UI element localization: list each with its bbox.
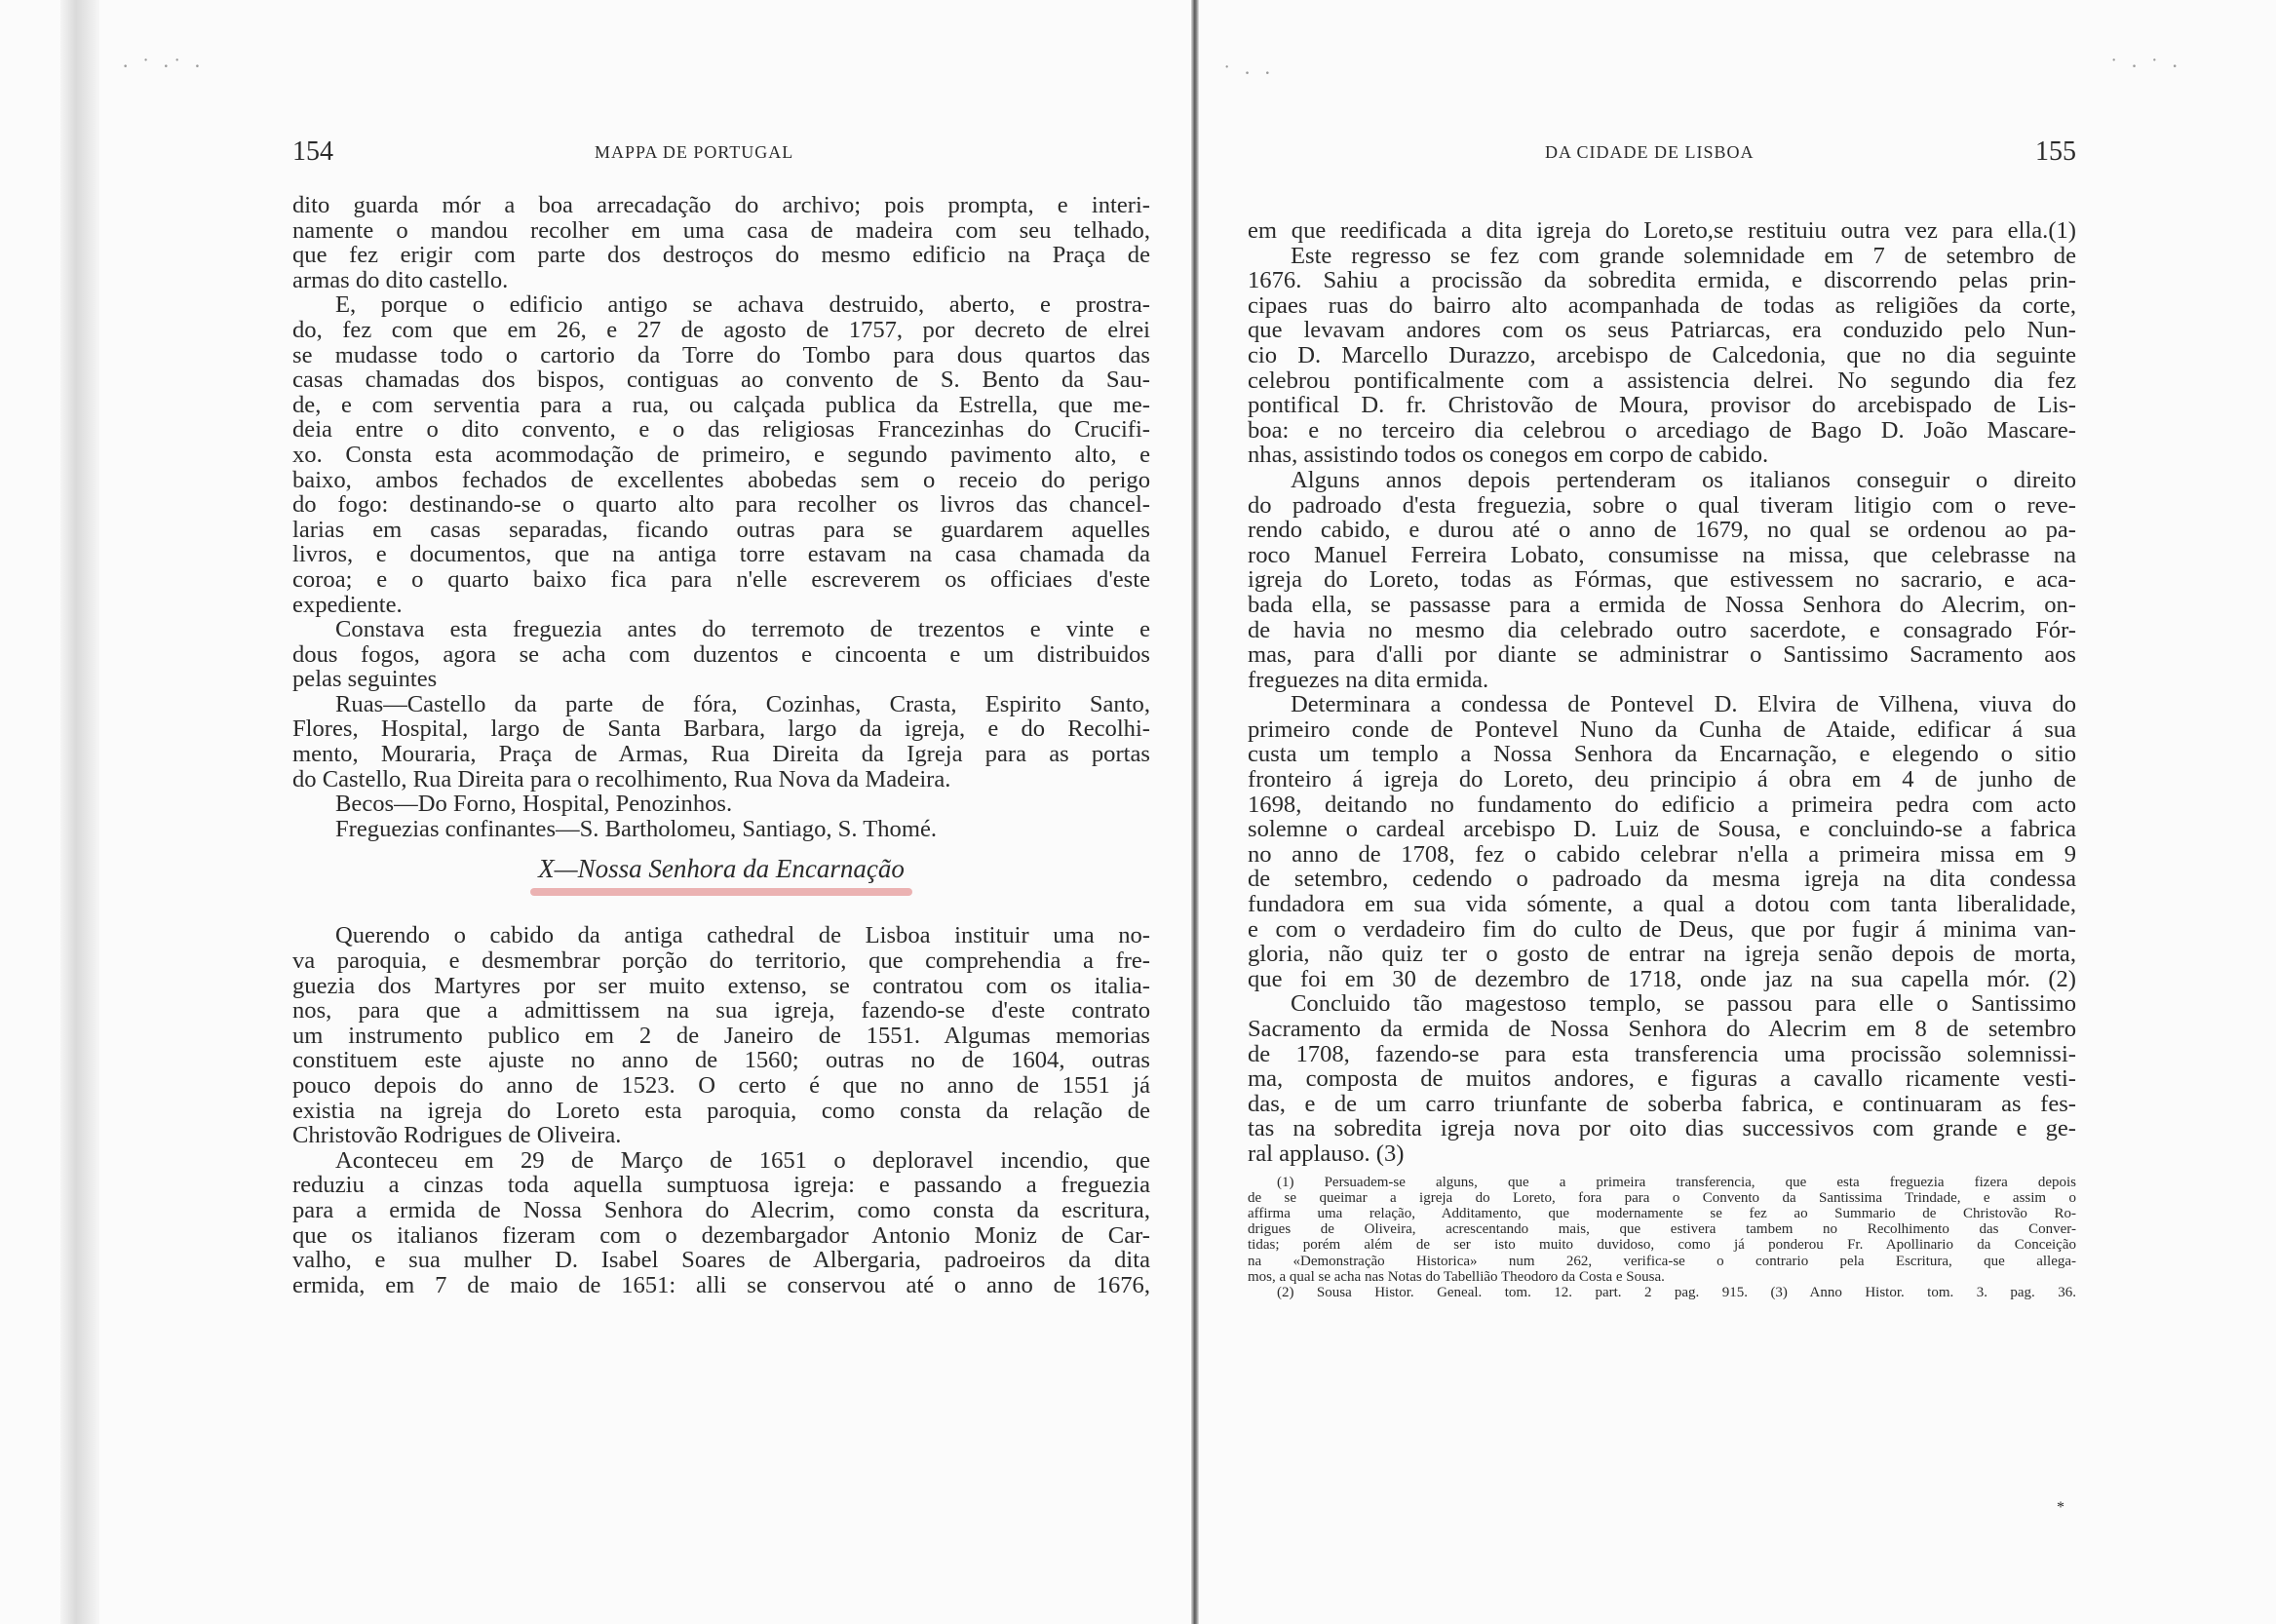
text-line: um instrumento publico em 2 de Janeiro de 1551. Algumas memorias xyxy=(292,1022,1150,1049)
text-line: Sacramento da ermida de Nossa Senhora do Alecrim em 8 de setembro xyxy=(1248,1016,2076,1042)
text-line: gloria, não quiz ter o gosto de entrar na igreja senão depois de morta, xyxy=(1248,941,2076,968)
text-line: 1698, deitando no fundamento do edificio a primeira pedra com acto xyxy=(1248,791,2076,818)
text-line: Becos—Do Forno, Hospital, Penozinhos. xyxy=(335,791,733,818)
text-line: livros, e documentos, que na antiga torre estavam na casa chamada da xyxy=(292,541,1150,568)
text-line: rendo cabido, e durou até o anno de 1679, no qual se ordenou ao pa- xyxy=(1248,517,2076,544)
text-line: ral applauso. (3) xyxy=(1248,1140,1405,1167)
text-line: Aconteceu em 29 de Março de 1651 o deploravel incendio, que xyxy=(335,1146,1150,1174)
text-line: nos, para que a admittissem na sua igreja, fazendo-se d'este contrato xyxy=(292,997,1150,1025)
text-line: freguezes na dita ermida. xyxy=(1248,666,1489,693)
text-line: fronteiro á igreja do Loreto, deu principio á obra em 4 de junho de xyxy=(1248,766,2076,793)
text-line: do, fez com que em 26, e 27 de agosto de 1757, por decreto de elrei xyxy=(292,316,1150,343)
text-line: que levavam andores com os seus Patriarcas, era conduzido pelo Nun- xyxy=(1248,317,2076,344)
text-line: igreja do Loreto, todas as Fórmas, que estivessem no sacrario, e aca- xyxy=(1248,566,2076,594)
text-line: de, e com serventia para a rua, ou calçada publica da Estrella, que me- xyxy=(292,391,1150,418)
text-line: larias em casas separadas, ficando outras para se guardarem aquelles xyxy=(292,516,1150,543)
page-number: 155 xyxy=(2035,136,2076,167)
text-line: Este regresso se fez com grande solemnidade em 7 de setembro de xyxy=(1291,242,2076,269)
text-line: Flores, Hospital, largo de Santa Barbara, largo da igreja, e do Recolhi- xyxy=(292,715,1150,743)
footnote-line: (1) Persuadem-se alguns, que a primeira transferencia, que esta freguezia fizera depois xyxy=(1277,1174,2076,1190)
text-line: de 1708, fazendo-se para esta transferencia uma procissão solemnissi- xyxy=(1248,1040,2076,1067)
text-line: que foi em 30 de dezembro de 1718, onde jaz na sua capella mór. (2) xyxy=(1248,965,2076,992)
left-page-text xyxy=(292,193,1150,1297)
text-line: pontifical D. fr. Christovão de Moura, provisor do arcebispado de Lis- xyxy=(1248,392,2076,419)
section-heading-block xyxy=(292,841,1150,909)
page-number: 154 xyxy=(292,136,333,167)
text-line: reduziu a cinzas toda aquella sumptuosa igreja: e passando a freguezia xyxy=(292,1172,1150,1199)
text-line: nhas, assistindo todos os conegos em corpo de cabido. xyxy=(1248,442,1769,469)
text-line: valho, e sua mulher D. Isabel Soares de Albergaria, padroeiros da dita xyxy=(292,1247,1150,1274)
text-line: pouco depois do anno de 1523. O certo é que no anno de 1551 já xyxy=(292,1072,1150,1099)
footnotes xyxy=(1248,1175,2076,1301)
text-line: ma, composta de muitos andores, e figuras a cavallo ricamente vesti- xyxy=(1248,1065,2076,1093)
section-title xyxy=(292,854,1150,884)
text-line: deia entre o dito convento, e o das religiosas Francezinhas do Crucifi- xyxy=(292,416,1150,444)
footnote-line: affirma uma relação, Additamento, que modernamente se fez ao Summario de Christovão Ro- xyxy=(1248,1205,2076,1221)
text-line: constituem este ajuste no anno de 1560; outras no de 1604, outras xyxy=(292,1047,1150,1074)
text-line: mas, para d'alli por diante se administrar o Santissimo Sacramento aos xyxy=(1248,641,2076,669)
text-line: das, e de um carro triunfante de soberba fabrica, e continuaram as fes- xyxy=(1248,1090,2076,1117)
text-line: casas chamadas dos bispos, contiguas ao convento de S. Bento da Sau- xyxy=(292,367,1150,394)
paper-speck: · ˙ ·˙ · xyxy=(122,54,206,78)
section-title-text: X—Nossa Senhora da Encarnação xyxy=(538,854,905,884)
text-line: namente o mandou recolher em uma casa de madeira com seu telhado, xyxy=(292,216,1150,244)
text-line: Determinara a condessa de Pontevel D. Elvira de Vilhena, viuva do xyxy=(1291,691,2076,718)
text-line: se mudasse todo o cartorio da Torre do Tombo para dous quartos das xyxy=(292,341,1150,368)
paper-speck: ˙ · · xyxy=(1223,60,1275,85)
text-line: primeiro conde de Pontevel Nuno da Cunha de Ataide, edificar á sua xyxy=(1248,715,2076,743)
text-line: de setembro, cedendo o padroado da mesma igreja na dita condessa xyxy=(1248,866,2076,893)
left-page-header xyxy=(292,136,1150,172)
footnote-line: de se queimar a igreja do Loreto, fora para o Convento da Santissima Trindade, e assim o xyxy=(1248,1189,2076,1206)
text-line: bada ella, se passasse para a ermida de Nossa Senhora do Alecrim, on- xyxy=(1248,591,2076,618)
text-line: dous fogos, agora se acha com duzentos e cincoenta e um distribuidos xyxy=(292,640,1150,668)
text-line: tas na sobredita igreja nova por oito dias successivos com grande e ge- xyxy=(1248,1115,2076,1142)
text-line: do padroado d'esta freguezia, sobre o qual tiveram litigio com o reve- xyxy=(1248,491,2076,519)
text-line: boa: e no terceiro dia celebrou o arcediago de Bago D. João Mascare- xyxy=(1248,416,2076,444)
text-line: que fez erigir com parte dos destroços do mesmo edificio na Praça de xyxy=(292,242,1150,269)
text-line: existia na igreja do Loreto esta paroquia, como consta da relação de xyxy=(292,1097,1150,1124)
footnote-line: na «Demonstração Historica» num 262, verifica-se o contrario pela Escritura, que allega- xyxy=(1248,1253,2076,1269)
text-line: expediente. xyxy=(292,591,403,618)
right-page-text xyxy=(1248,218,2076,1300)
text-line: coroa; e o quarto baixo fica para n'elle escreverem os officiaes d'este xyxy=(292,565,1150,593)
text-line: xo. Consta esta acommodação de primeiro, e segundo pavimento alto, e xyxy=(292,441,1150,468)
running-head: MAPPA DE PORTUGAL xyxy=(595,142,794,162)
text-line: celebrou pontificalmente com a assistencia delrei. No segundo dia fez xyxy=(1248,367,2076,394)
text-line: fundadora em sua vida sómente, a qual a dotou com tanta liberalidade, xyxy=(1248,891,2076,918)
text-line: baixo, ambos fechados de excellentes abobedas sem o receio do perigo xyxy=(292,466,1150,493)
text-line: do fogo: destinando-se o quarto alto para recolher os livros das chancel- xyxy=(292,491,1150,519)
text-line: va paroquia, e desmembrar porção do territorio, que comprehendia a fre- xyxy=(292,947,1150,975)
text-line: Ruas—Castello da parte de fóra, Cozinhas, Crasta, Espirito Santo, xyxy=(335,690,1150,717)
running-head: DA CIDADE DE LISBOA xyxy=(1545,142,1755,162)
text-line: Concluido tão magestoso templo, se passou para elle o Santissimo xyxy=(1291,990,2076,1018)
text-line: mento, Mouraria, Praça de Armas, Rua Direita da Igreja para as portas xyxy=(292,741,1150,768)
text-line: Christovão Rodrigues de Oliveira. xyxy=(292,1122,622,1149)
text-line: pelas seguintes xyxy=(292,666,438,693)
text-line: Constava esta freguezia antes do terremoto de trezentos e vinte e xyxy=(335,616,1150,643)
text-line: solemne o cardeal arcebispo D. Luiz de Sousa, e concluindo-se a fabrica xyxy=(1248,816,2076,843)
text-line: E, porque o edificio antigo se achava destruido, aberto, e prostra- xyxy=(335,291,1150,319)
footnote-line: mos, a qual se acha nas Notas do Tabellião Theodoro da Costa e Sousa. xyxy=(1248,1268,1665,1285)
text-line: para a ermida de Nossa Senhora do Alecrim, como consta da escritura, xyxy=(292,1196,1150,1223)
book-spine xyxy=(1191,0,1199,1624)
text-line: armas do dito castello. xyxy=(292,266,509,293)
text-line: dito guarda mór a boa arrecadação do archivo; pois prompta, e interi- xyxy=(292,192,1150,218)
footnote-line: (2) Sousa Histor. Geneal. tom. 12. part. 2 pag. 915. (3) Anno Histor. tom. 3. pag. 36. xyxy=(1277,1284,2076,1300)
text-line: Querendo o cabido da antiga cathedral de Lisboa instituir uma no- xyxy=(335,922,1150,949)
text-line: custa um templo a Nossa Senhora da Encarnação, e elegendo o sitio xyxy=(1248,741,2076,768)
paper-speck: ˙ · ˙ · xyxy=(2110,54,2182,78)
text-line: e com o verdadeiro fim do culto de Deus, que por fugir á minima van- xyxy=(1248,915,2076,943)
text-line: Alguns annos depois pertenderam os italianos conseguir o direito xyxy=(1291,466,2076,493)
text-line: de havia no mesmo dia celebrado outro sacerdote, e consagrado Fór- xyxy=(1248,616,2076,643)
text-line: cipaes ruas do bairro alto acompanhada de todas as religiões da corte, xyxy=(1248,291,2076,319)
text-line: que os italianos fizeram com o dezembargador Antonio Moniz de Car- xyxy=(292,1221,1150,1249)
right-page xyxy=(1248,0,2076,1624)
footnote-line: drigues de Oliveira, acrescentando mais, que estivera tambem no Recolhimento das Conver- xyxy=(1248,1221,2076,1238)
text-line: do Castello, Rua Direita para o recolhimento, Rua Nova da Madeira. xyxy=(292,765,951,793)
signature-mark: * xyxy=(2057,1499,2064,1516)
left-page xyxy=(292,0,1150,1624)
text-line: roco Manuel Ferreira Lobato, consumisse na missa, que celebrasse na xyxy=(1248,541,2076,568)
text-line: no anno de 1708, fez o cabido celebrar n'ella a primeira missa em 9 xyxy=(1248,840,2076,868)
text-line: guezia dos Martyres por ser muito extenso, se contratou com os italia- xyxy=(292,972,1150,999)
text-line: cio D. Marcello Durazzo, arcebispo de Calcedonia, que no dia seguinte xyxy=(1248,341,2076,368)
text-line: 1676. Sahiu a procissão da sobredita ermida, e discorrendo pelas prin- xyxy=(1248,267,2076,294)
footnote-line: tidas; porém além de ser isto muito duvidoso, como já ponderou Fr. Apollinario da Conceição xyxy=(1248,1237,2076,1254)
page-left-edge-shadow xyxy=(60,0,99,1624)
text-line: ermida, em 7 de maio de 1651: alli se conservou até o anno de 1676, xyxy=(292,1271,1150,1298)
text-line: em que reedificada a dita igreja do Loreto,se restituiu outra vez para ella.(1) xyxy=(1248,217,2076,244)
right-page-header xyxy=(1248,136,2076,172)
text-line: Freguezias confinantes—S. Bartholomeu, Santiago, S. Thomé. xyxy=(335,815,938,842)
